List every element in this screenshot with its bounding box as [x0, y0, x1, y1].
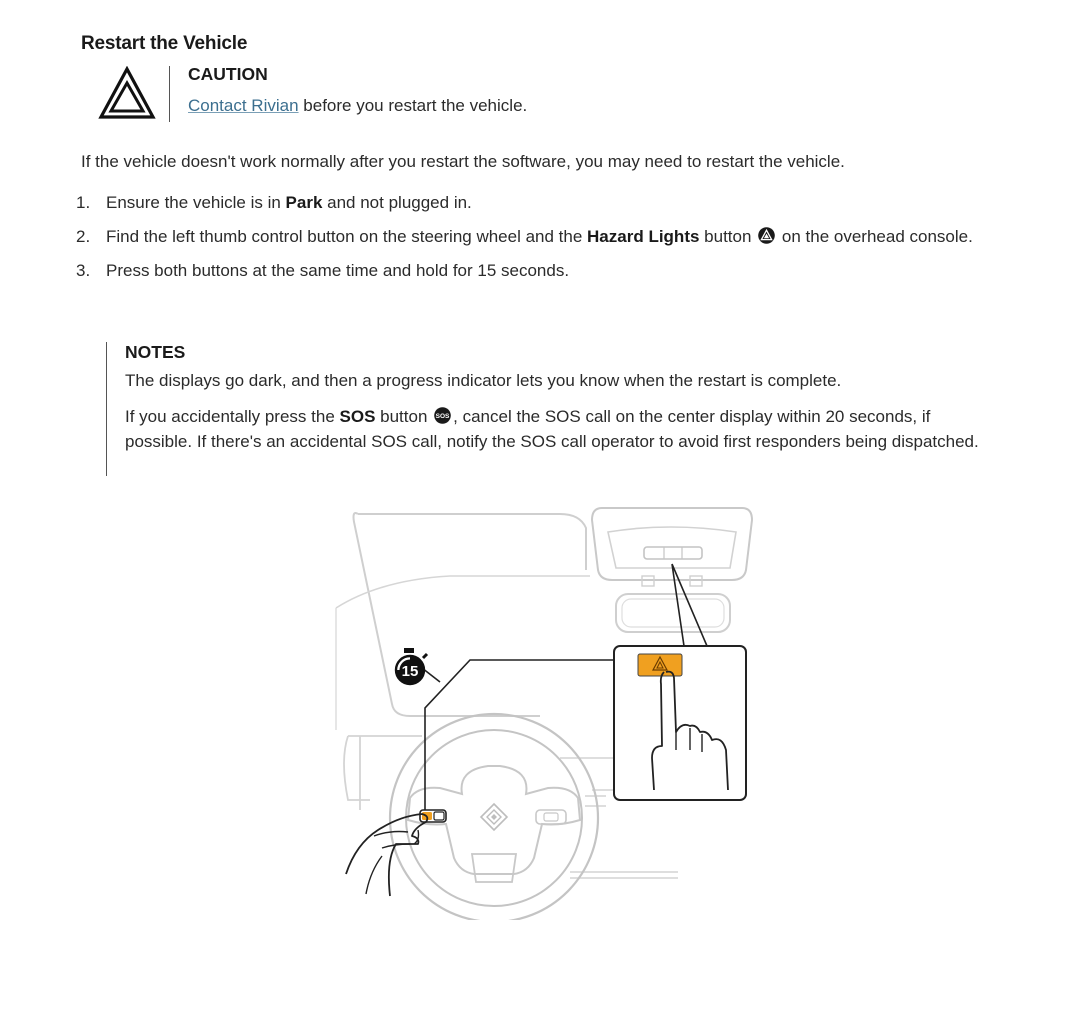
step-text: and not plugged in.: [322, 193, 472, 212]
step-text: Find the left thumb control button on the steering wheel and the: [106, 227, 588, 246]
caution-text: [188, 96, 527, 116]
step-number: 3.: [76, 261, 91, 280]
page-title: Restart the Vehicle: [81, 33, 248, 54]
intro-paragraph: If the vehicle doesn't work normally after you restart the software, you may need to restart the vehicle.: [81, 152, 845, 171]
step-text: Press both buttons at the same time and hold for 15 seconds.: [106, 261, 570, 280]
notes-text: button: [375, 407, 428, 426]
caution-heading: CAUTION: [188, 64, 268, 84]
notes-bold: SOS: [339, 407, 376, 426]
notes-text: If you accidentally press the: [125, 407, 340, 426]
contact-rivian-link[interactable]: Contact Rivian: [188, 96, 299, 115]
sos-icon-label: SOS: [435, 413, 450, 420]
list-item: [76, 224, 976, 249]
caution-divider: [169, 66, 170, 122]
step-bold: Park: [285, 193, 323, 212]
list-item: [76, 190, 976, 215]
steering-wheel-illustration: [330, 500, 780, 920]
rivian-logo: [481, 804, 507, 830]
notes-callout: [106, 342, 987, 476]
step-text: button: [699, 227, 752, 246]
step-bold: Hazard Lights: [587, 227, 700, 246]
notes-text: , cancel the SOS call on the center display within 20 seconds, if possible. If there's an accidental SOS call, notify the SOS call operator to avoid first responders being dispatched.: [125, 407, 979, 451]
caution-text-rest: before you restart the vehicle.: [298, 96, 528, 115]
rearview-mirror: [616, 594, 730, 632]
notes-paragraph: [125, 404, 980, 454]
step-text: Ensure the vehicle is in: [106, 193, 286, 212]
hazard-callout: [614, 646, 746, 800]
steps-list: [76, 190, 976, 292]
steering-wheel: [390, 714, 598, 920]
overhead-console: [592, 508, 752, 586]
hazard-icon: [758, 227, 775, 244]
timer-label: 15: [401, 663, 419, 680]
step-number: 2.: [76, 227, 91, 246]
caution-triangle-icon: [98, 66, 156, 120]
timer-icon: [396, 648, 427, 684]
sos-icon: [434, 407, 451, 424]
step-number: 1.: [76, 193, 91, 212]
notes-heading: NOTES: [125, 342, 186, 362]
notes-paragraph: The displays go dark, and then a progress indicator lets you know when the restart is complete.: [125, 371, 842, 390]
callout-line-wheel: [425, 660, 613, 810]
list-item: [76, 258, 976, 283]
step-text: on the overhead console.: [777, 227, 973, 246]
caution-callout: [98, 64, 698, 124]
